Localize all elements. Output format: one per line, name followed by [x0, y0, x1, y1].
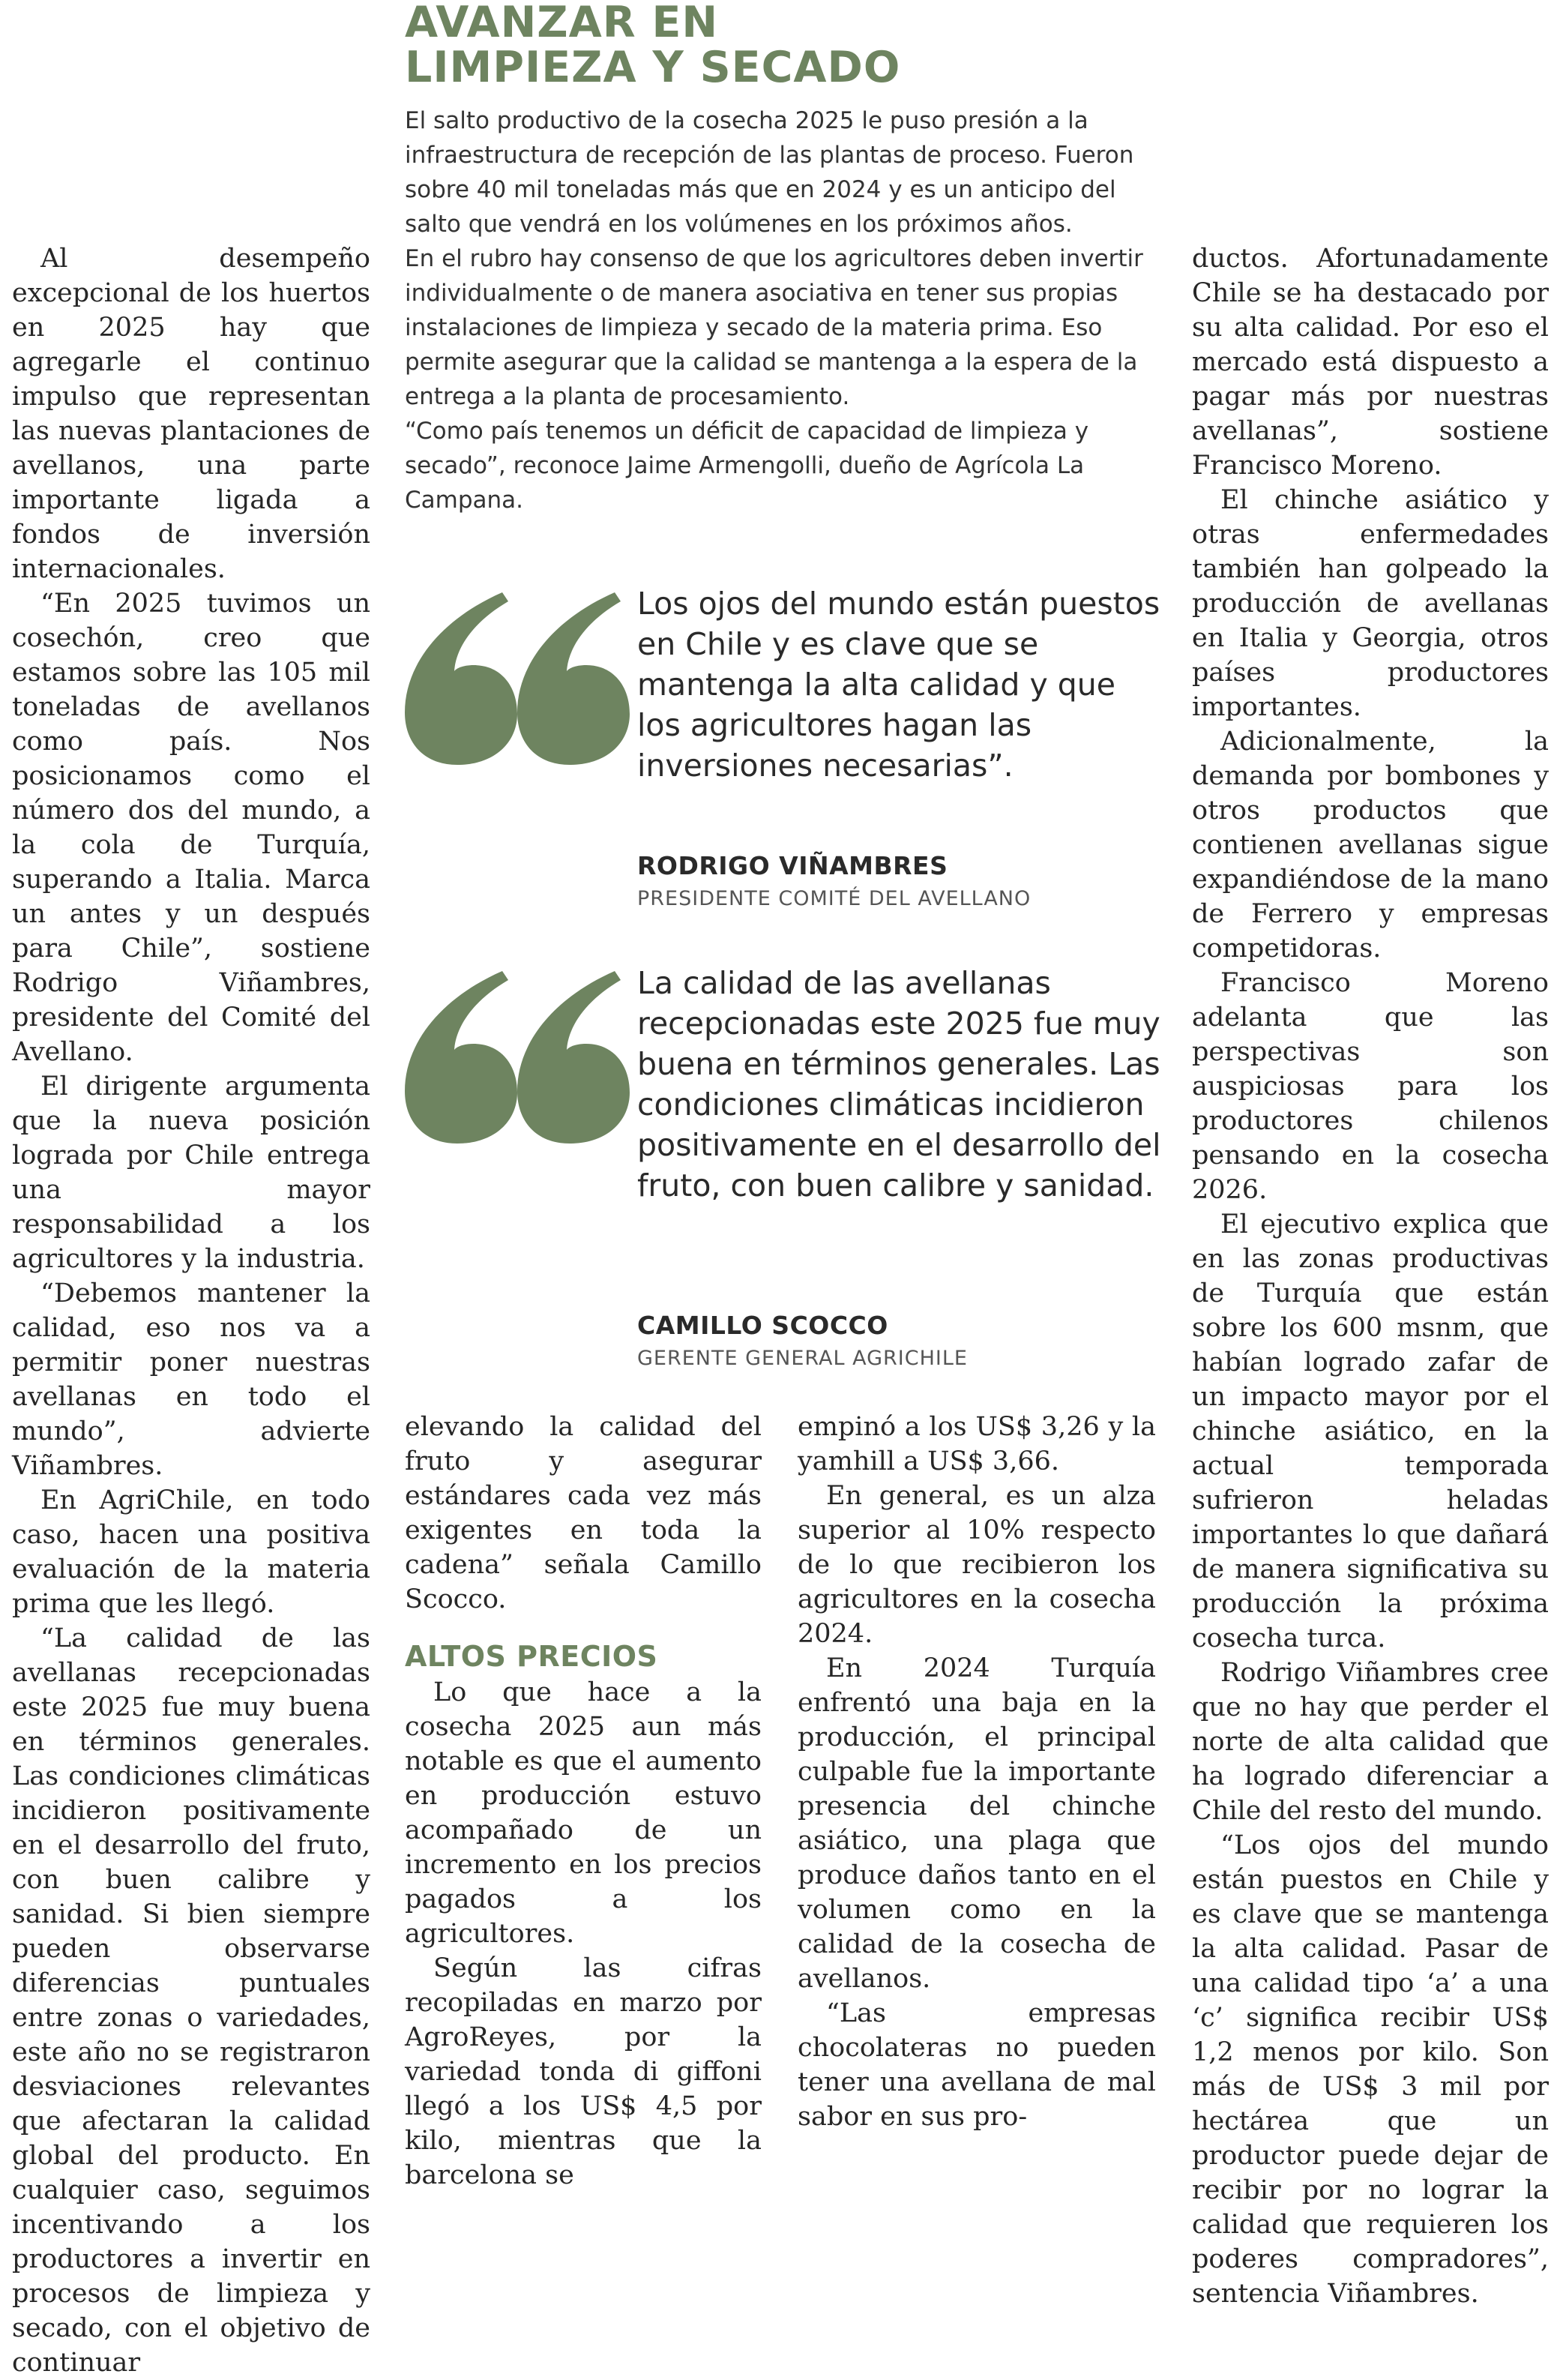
- body-paragraph: Adicionalmente, la demanda por bombones y otros productos que contienen avellanas sigue expandiéndose de la mano de Ferrero y empresas competidoras.: [1192, 727, 1549, 964]
- section-headline: [405, 0, 1184, 90]
- body-paragraph: elevando la calidad del fruto y asegurar estándares cada vez más exigentes en toda la cadena” señala Camillo Scocco.: [405, 1412, 762, 1614]
- body-paragraph: El ejecutivo explica que en las zonas productivas de Turquía que están sobre los 600 msnm, que habían logrado zafar de un impacto mayor por el chinche asiático, en la actual temporada sufrieron heladas importantes lo que dañará de manera significativa su producción la próxima cosecha turca.: [1192, 1209, 1549, 1653]
- body-paragraph: Francisco Moreno adelanta que las perspectivas son auspiciosas para los productores chilenos pensando en la cosecha 2026.: [1192, 968, 1549, 1205]
- body-paragraph: ductos. Afortunadamente Chile se ha destacado por su alta calidad. Por eso el mercado está dispuesto a pagar más por nuestras avellanas”, sostiene Francisco Moreno.: [1192, 244, 1549, 481]
- article-column-middle-b: [798, 1410, 1156, 2134]
- body-paragraph: “En 2025 tuvimos un cosechón, creo que estamos sobre las 105 mil toneladas de avellanos como país. Nos posicionamos como el número dos del mundo, a la cola de Turquía, superando a Italia. Marca un antes y un después para Chile”, sostiene Rodrigo Viñambres, presidente del Comité del Avellano.: [12, 589, 370, 1067]
- article-column-right: [1192, 241, 1549, 2311]
- body-paragraph: empinó a los US$ 3,26 y la yamhill a US$ 3,66.: [798, 1412, 1156, 1476]
- pull-quote-text: Los ojos del mundo están puestos en Chile y es clave que se mantenga la alta calidad y que los agricultores hagan las inversiones necesarias”.: [637, 586, 1160, 784]
- body-paragraph: “Debemos mantener la calidad, eso nos va a permitir poner nuestras avellanas en todo el mundo”, advierte Viñambres.: [12, 1278, 370, 1481]
- headline-line-1: AVANZAR EN: [405, 0, 719, 47]
- intro-paragraph: “Como país tenemos un déficit de capacidad de limpieza y secado”, reconoce Jaime Armengolli, dueño de Agrícola La Campana.: [405, 418, 1089, 514]
- headline-line-2: LIMPIEZA Y SECADO: [405, 43, 901, 92]
- body-paragraph: El dirigente argumenta que la nueva posición lograda por Chile entrega una mayor responsabilidad a los agricultores y la industria.: [12, 1072, 370, 1274]
- body-paragraph: En 2024 Turquía enfrentó una baja en la producción, el principal culpable fue la importante presencia del chinche asiático, una plaga que produce daños tanto en el volumen como en la calidad de la cosecha de avellanos.: [798, 1653, 1156, 1994]
- pull-quote-text: La calidad de las avellanas recepcionadas este 2025 fue muy buena en términos generales. Las condiciones climáticas incidieron positivamente en el desarrollo del fruto, con buen calibre y sanidad.: [637, 965, 1161, 1203]
- intro-text: [405, 103, 1162, 517]
- intro-paragraph: El salto productivo de la cosecha 2025 le puso presión a la infraestructura de recepción de las plantas de proceso. Fueron sobre 40 mil toneladas más que en 2024 y es un anticipo del salto que vendrá en los volúmenes en los próximos años.: [405, 107, 1134, 238]
- body-paragraph: Rodrigo Viñambres cree que no hay que perder el norte de alta calidad que ha logrado diferenciar a Chile del resto del mundo.: [1192, 1658, 1549, 1826]
- body-paragraph: “Los ojos del mundo están puestos en Chile y es clave que se mantenga la alta calidad. Pasar de una calidad tipo ‘a’ a una ‘c’ significa recibir US$ 1,2 menos por kilo. Son más de US$ 3 mil por hectárea que un productor puede dejar de recibir por no lograr la calidad que requieren los poderes compradores”, sentencia Viñambres.: [1192, 1830, 1549, 2309]
- body-paragraph: Lo que hace a la cosecha 2025 aun más notable es que el aumento en producción estuvo acompañado de un incremento en los precios pagados a los agricultores.: [405, 1677, 762, 1949]
- pull-quote-role: PRESIDENTE COMITÉ DEL AVELLANO: [637, 887, 1032, 910]
- body-paragraph: En AgriChile, en todo caso, hacen una positiva evaluación de la materia prima que les llegó.: [12, 1485, 370, 1619]
- pull-quote-author: CAMILLO SCOCCO: [637, 1311, 888, 1340]
- body-paragraph: Según las cifras recopiladas en marzo por AgroReyes, por la variedad tonda di giffoni llegó a los US$ 4,5 por kilo, mientras que la barcelona se: [405, 1953, 762, 2190]
- body-paragraph: “La calidad de las avellanas recepcionadas este 2025 fue muy buena en términos generales. Las condiciones climáticas incidieron positivamente en el desarrollo del fruto, con buen calibre y sanidad. Si bien siempre pueden observarse diferencias puntuales entre zonas o variedades, este año no se registraron desviaciones relevantes que afectaran la calidad global del producto. En cualquier caso, seguimos incentivando a los productores a invertir en procesos de limpieza y secado, con el objetivo de continuar: [12, 1623, 370, 2378]
- quote-mark-icon: [405, 592, 630, 765]
- body-paragraph: Al desempeño excepcional de los huertos en 2025 hay que agregarle el continuo impulso que representan las nuevas plantaciones de avellanos, una parte importante ligada a fondos de inversión internacionales.: [12, 244, 370, 584]
- body-paragraph: El chinche asiático y otras enfermedades también han golpeado la producción de avellanas en Italia y Georgia, otros países productores importantes.: [1192, 485, 1549, 722]
- section-subhead: ALTOS PRECIOS: [405, 1640, 658, 1673]
- body-paragraph: “Las empresas chocolateras no pueden tener una avellana de mal sabor en sus pro-: [798, 1998, 1156, 2132]
- body-paragraph: En general, es un alza superior al 10% respecto de lo que recibieron los agricultores en la cosecha 2024.: [798, 1481, 1156, 1649]
- article-column-left: [12, 241, 370, 2380]
- quote-mark-icon: [405, 971, 630, 1144]
- pull-quote-author: RODRIGO VIÑAMBRES: [637, 851, 948, 880]
- pull-quote-role: GERENTE GENERAL AGRICHILE: [637, 1347, 968, 1370]
- intro-paragraph: En el rubro hay consenso de que los agricultores deben invertir individualmente o de manera asociativa en tener sus propias instalaciones de limpieza y secado de la materia prima. Eso permite asegurar que la calidad se mantenga a la espera de la entrega a la planta de procesamiento.: [405, 245, 1143, 410]
- article-column-middle-a: [405, 1410, 762, 2193]
